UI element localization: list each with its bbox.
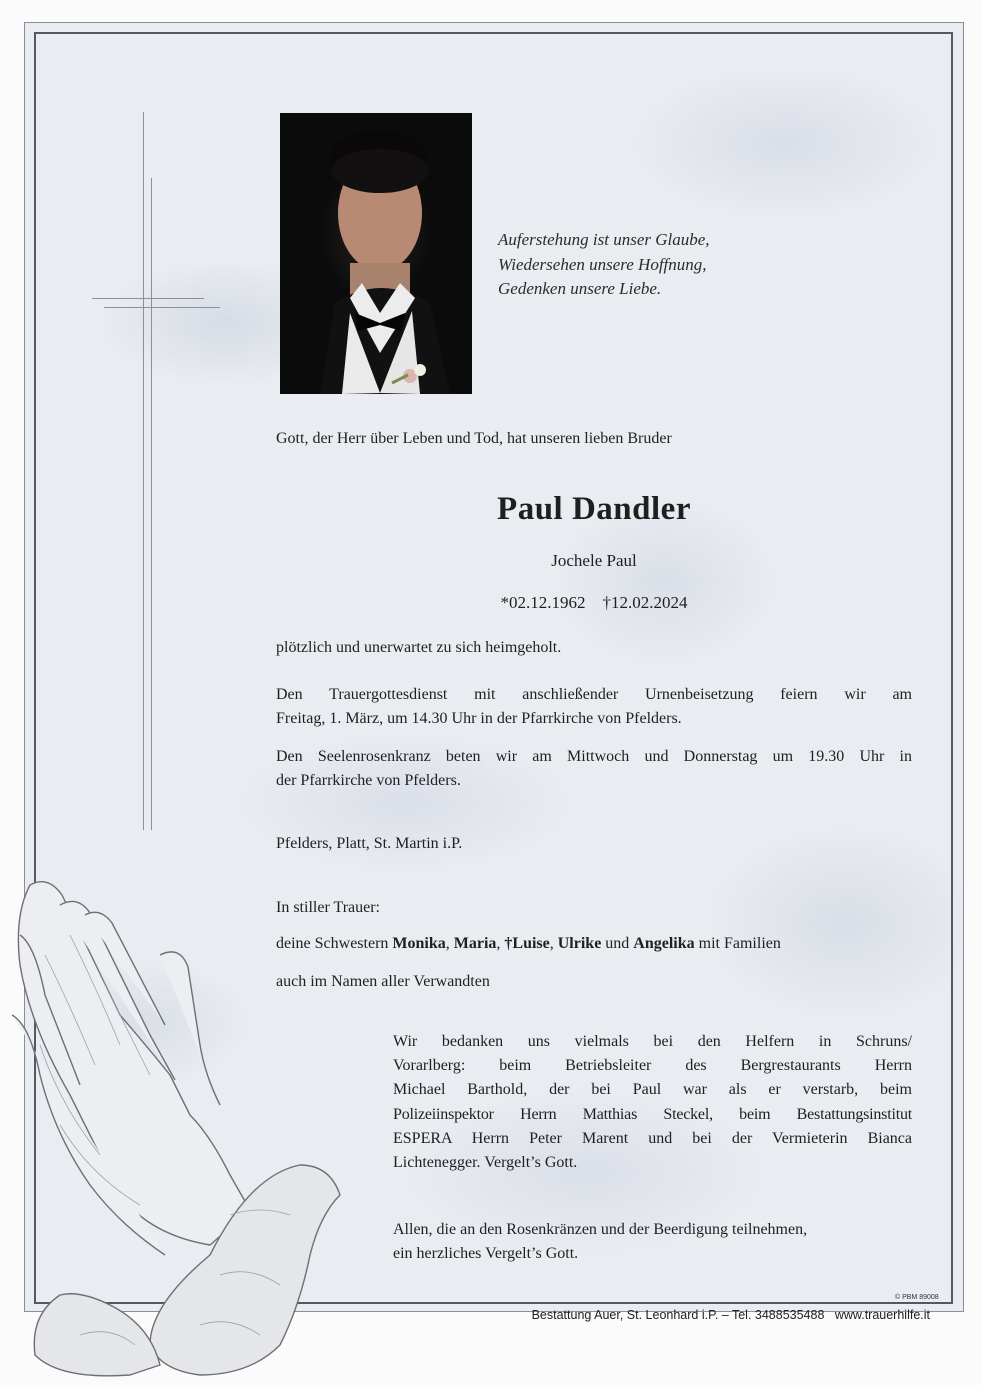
sister-name: Ulrike — [557, 935, 602, 952]
closing-paragraph — [393, 1218, 912, 1266]
relatives-text: auch im Namen aller Verwandten — [276, 973, 490, 990]
copyright-mark: © PBM 89008 — [895, 1294, 939, 1301]
closing-line: ein herzliches Vergelt’s Gott. — [393, 1245, 579, 1262]
sister-name: Maria — [453, 935, 497, 952]
funeral-paragraph — [276, 683, 912, 731]
funeral-line: Freitag, 1. März, um 14.30 Uhr in der Pfarrkirche von Pfelders. — [276, 710, 682, 727]
thanks-line: Polizeiinspektor Herrn Matthias Steckel, beim Bestattungsinstitut — [393, 1105, 912, 1123]
funeral-line: Den Trauergottesdienst mit anschließender Urnenbeisetzung feiern wir am — [276, 686, 912, 703]
separator: , — [445, 935, 454, 952]
sister-name: †Luise — [504, 935, 550, 952]
called-home-text: plötzlich und unerwartet zu sich heimgeholt. — [276, 639, 562, 656]
rosary-paragraph — [276, 745, 912, 793]
deceased-nickname: Jochele Paul — [551, 551, 637, 570]
quote-line: Wiedersehen unsere Hoffnung, — [498, 254, 707, 274]
separator: , — [549, 935, 558, 952]
rosary-line: Den Seelenrosenkranz beten wir am Mittwoch und Donnerstag um 19.30 Uhr in — [276, 748, 912, 765]
deceased-name: Paul Dandler — [497, 491, 691, 527]
quote-line: Gedenken unsere Liebe. — [498, 279, 662, 298]
thanks-line: Lichtenegger. Vergelt’s Gott. — [393, 1154, 578, 1172]
thanks-line: Vorarlberg: beim Betriebsleiter des Bergrestaurants Herrn — [393, 1057, 912, 1075]
thanks-paragraph — [393, 1030, 912, 1175]
mourners-prefix: deine Schwestern — [276, 935, 389, 952]
closing-line: Allen, die an den Rosenkränzen und der Beerdigung teilnehmen, — [393, 1221, 808, 1238]
separator: , — [496, 935, 505, 952]
footer-funeral-home: Bestattung Auer, St. Leonhard i.P. – Tel. 3488535488 www.trauerhilfe.it — [531, 1308, 930, 1322]
thanks-line: Wir bedanken uns vielmals bei den Helfern in Schruns/ — [393, 1033, 912, 1050]
rosary-line: der Pfarrkirche von Pfelders. — [276, 772, 461, 789]
separator: und — [601, 935, 634, 952]
portrait-photo — [280, 113, 472, 394]
mourners-heading: In stiller Trauer: — [276, 899, 380, 916]
quote-line: Auferstehung ist unser Glaube, — [498, 230, 710, 249]
thanks-line: ESPERA Herrn Peter Marent und bei der Vermieterin Bianca — [393, 1129, 912, 1147]
places-text: Pfelders, Platt, St. Martin i.P. — [276, 835, 463, 852]
sister-name: Monika — [392, 935, 446, 952]
praying-hands-icon — [0, 875, 380, 1385]
life-dates: *02.12.1962 †12.02.2024 — [500, 593, 688, 612]
sister-name: Angelika — [633, 935, 695, 952]
thanks-line: Michael Barthold, der bei Paul war als er verstarb, beim — [393, 1081, 912, 1099]
quote-block — [498, 228, 798, 302]
intro-text: Gott, der Herr über Leben und Tod, hat unseren lieben Bruder — [276, 430, 672, 447]
mourners-suffix: mit Familien — [694, 935, 781, 952]
